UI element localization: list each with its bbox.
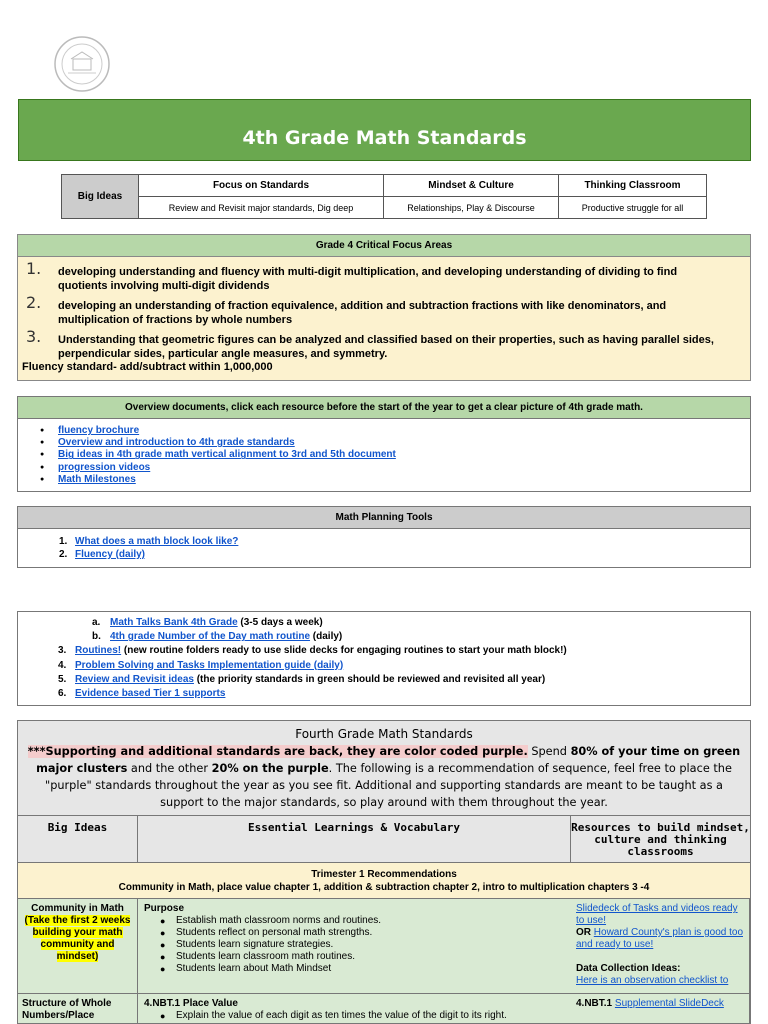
standards-title: Fourth Grade Math Standards	[295, 727, 473, 741]
essential-learnings-community: Purpose ● Establish math classroom norms and routines. ● Students reflect on personal math strengths. ● Students learn signature strategies. ● Students learn classroom math routines. ● Students learn about Math Mindset	[138, 899, 571, 994]
big-ideas-label: Big Ideas	[62, 175, 139, 219]
math-milestones-link[interactable]: Math Milestones	[58, 473, 136, 485]
title-banner	[18, 99, 751, 161]
trimester-detail: Community in Math, place value chapter 1, addition & subtraction chapter 2, intro to multiplication chapters 3 -4	[118, 882, 650, 893]
fluency-brochure-link[interactable]: fluency brochure	[58, 425, 140, 436]
column-header-resources: Resources to build mindset, culture and thinking classrooms	[571, 816, 750, 863]
list-item: 2. Fluency (daily)	[59, 549, 146, 560]
math-talks-link[interactable]: Math Talks Bank 4th Grade	[110, 617, 238, 628]
vertical-alignment-link[interactable]: Big ideas in 4th grade math vertical alignment to 3rd and 5th document	[58, 449, 396, 461]
supplemental-slidedeck-link[interactable]: Supplemental SlideDeck	[614, 998, 724, 1009]
number-of-day-link[interactable]: 4th grade Number of the Day math routine	[110, 631, 311, 643]
list-item: a. Math Talks Bank 4th Grade (3-5 days a week)	[92, 617, 323, 628]
review-revisit-link[interactable]: Review and Revisit ideas	[75, 673, 194, 685]
focus-standards-header: Focus on Standards	[139, 175, 384, 197]
fluency-daily-link[interactable]: Fluency (daily)	[75, 549, 146, 560]
list-item: 4. Problem Solving and Tasks Implementation guide (daily)	[58, 659, 344, 671]
list-item: ● Students learn classroom math routines.	[176, 951, 565, 963]
slidedeck-tasks-link[interactable]: Slidedeck of Tasks and videos ready to use!	[576, 903, 738, 926]
overview-header: Overview documents, click each resource before the start of the year to get a clear picture of 4th grade math.	[18, 397, 750, 419]
focus-item	[18, 259, 728, 293]
page-title: 4th Grade Math Standards	[242, 127, 527, 149]
list-item: ● Students learn about Math Mindset	[176, 963, 565, 975]
resources-community: Slidedeck of Tasks and videos ready to use! OR Howard County's plan is good too and ready to use! Data Collection Ideas: Here is an observation checklist to	[571, 899, 750, 994]
big-idea-community: Community in Math (Take the first 2 weeks building your math community and mindset)	[18, 899, 138, 994]
trimester-title: Trimester 1 Recommendations	[311, 869, 457, 880]
column-header-big-ideas: Big Ideas	[18, 816, 138, 863]
progression-videos-link[interactable]: progression videos	[58, 461, 151, 473]
list-item: ● Explain the value of each digit as ten times the value of the digit to its right.	[176, 1010, 565, 1022]
thinking-classroom-header: Thinking Classroom	[559, 175, 707, 197]
tier1-supports-link[interactable]: Evidence based Tier 1 supports	[75, 688, 226, 700]
focus-item	[18, 293, 728, 327]
focus-areas-header: Grade 4 Critical Focus Areas	[18, 235, 750, 257]
routines-list	[17, 611, 751, 706]
list-item: ● Students learn signature strategies.	[176, 939, 565, 951]
focus-item	[18, 327, 728, 361]
math-planning-tools	[17, 506, 751, 568]
focus-item-number: 3.	[26, 327, 42, 346]
overview-documents	[17, 396, 751, 492]
standards-table	[17, 720, 751, 1024]
standards-intro-text: ***Supporting and additional standards are back, they are color coded purple. Spend 80% of your time on green major clusters and the other 20% on the purple. The following is a recommendation of sequence, feel free to place the "purple" standards throughout the year as you see fit. Additional and supporting standards are meant to be taught as a support to the major standards, so play around with them throughout the year.	[27, 745, 741, 809]
list-item: 3. Routines! (new routine folders ready to use slide decks for engaging routines to start your math block!)	[58, 645, 567, 657]
big-idea-place-value: Structure of Whole Numbers/Place	[18, 994, 138, 1024]
problem-solving-link[interactable]: Problem Solving and Tasks Implementation guide (daily)	[75, 659, 344, 671]
observation-checklist-link[interactable]: Here is an observation checklist to	[576, 975, 729, 986]
resources-place-value: 4.NBT.1 Supplemental SlideDeck	[571, 994, 750, 1024]
howard-county-link[interactable]: Howard County's plan is good too and ready to use!	[576, 927, 743, 950]
purpose-list	[144, 915, 565, 975]
fluency-standard: Fluency standard- add/subtract within 1,000,000	[22, 361, 273, 373]
list-item: ● Students reflect on personal math strengths.	[176, 927, 565, 939]
overview-links	[18, 419, 750, 492]
trimester-row	[18, 863, 750, 899]
focus-item-text: developing an understanding of fraction equivalence, addition and subtraction fractions with like denominators, and multiplication of fractions by whole numbers	[58, 300, 667, 326]
list-item: ● Establish math classroom norms and routines.	[176, 915, 565, 927]
district-seal-logo	[53, 35, 111, 93]
thinking-classroom-value: Productive struggle for all	[559, 197, 707, 219]
essential-learnings-place-value: 4.NBT.1 Place Value ● Explain the value of each digit as ten times the value of the digit to its right.	[138, 994, 571, 1024]
column-header-essential: Essential Learnings & Vocabulary	[138, 816, 571, 863]
mindset-culture-value: Relationships, Play & Discourse	[384, 197, 559, 219]
focus-item-number: 1.	[26, 259, 42, 278]
routines-link[interactable]: Routines!	[75, 645, 122, 657]
list-item: b. 4th grade Number of the Day math routine (daily)	[92, 631, 343, 643]
focus-standards-value: Review and Revisit major standards, Dig deep	[139, 197, 384, 219]
focus-item-number: 2.	[26, 293, 42, 312]
overview-intro-link[interactable]: Overview and introduction to 4th grade standards	[58, 437, 295, 449]
critical-focus-areas	[17, 234, 751, 381]
list-item: 1. What does a math block look like?	[59, 536, 239, 547]
mindset-culture-header: Mindset & Culture	[384, 175, 559, 197]
math-block-link[interactable]: What does a math block look like?	[75, 536, 239, 547]
focus-item-text: Understanding that geometric figures can be analyzed and classified based on their properties, such as having parallel sides, perpendicular sides, particular angle measures, and symmetry.	[58, 334, 714, 360]
list-item: 6. Evidence based Tier 1 supports	[58, 688, 226, 700]
list-item: 5. Review and Revisit ideas (the priority standards in green should be reviewed and revisited all year)	[58, 673, 546, 685]
planning-header: Math Planning Tools	[18, 507, 750, 529]
big-ideas-table	[61, 174, 707, 219]
standards-intro	[18, 721, 750, 816]
focus-item-text: developing understanding and fluency with multi-digit multiplication, and developing understanding of dividing to find quotients involving multi-digit dividends	[58, 266, 678, 292]
